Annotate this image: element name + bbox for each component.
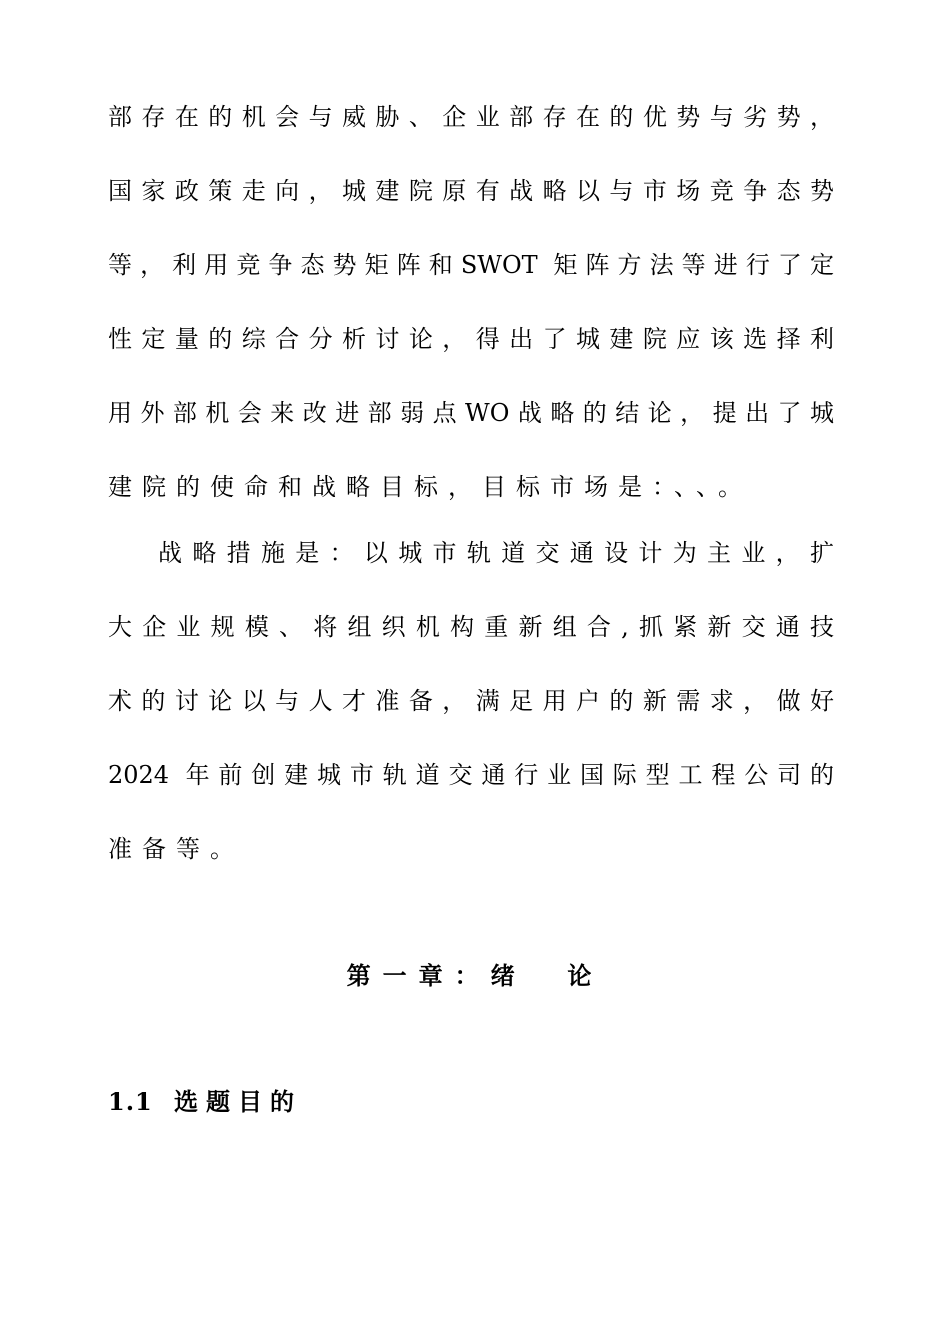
paragraph-1-line-2: 国家政策走向，城建院原有战略以与市场竞争态势 <box>108 177 834 205</box>
paragraph-2-line-2: 大企业规模、将组织机构重新组合,抓紧新交通技 <box>108 613 834 641</box>
paragraph-1-line-3: 等，利用竞争态势矩阵和SWOT 矩阵方法等进行了定 <box>108 251 834 279</box>
paragraph-2-line-3: 术的讨论以与人才准备，满足用户的新需求，做好 <box>108 687 834 715</box>
paragraph-1-line-6: 建院的使命和战略目标，目标市场是：、、。 <box>108 473 752 501</box>
paragraph-2-line-5: 准备等。 <box>108 835 244 863</box>
section-heading <box>108 1082 302 1122</box>
paragraph-1-line-1: 部存在的机会与威胁、企业部存在的优势与劣势， <box>108 103 834 131</box>
paragraph-1-line-5: 用外部机会来改进部弱点WO战略的结论，提出了城 <box>108 399 834 427</box>
section-title: 选题目的 <box>174 1087 302 1116</box>
chapter-heading: 第一章：绪 论 <box>346 961 604 990</box>
paragraph-2-line-4: 2024 年前创建城市轨道交通行业国际型工程公司的 <box>108 761 834 789</box>
paragraph-1-line-4: 性定量的综合分析讨论，得出了城建院应该选择利 <box>108 325 834 353</box>
section-number: 1.1 <box>108 1087 153 1116</box>
paragraph-2-line-1: 战略措施是：以城市轨道交通设计为主业，扩 <box>158 539 834 567</box>
